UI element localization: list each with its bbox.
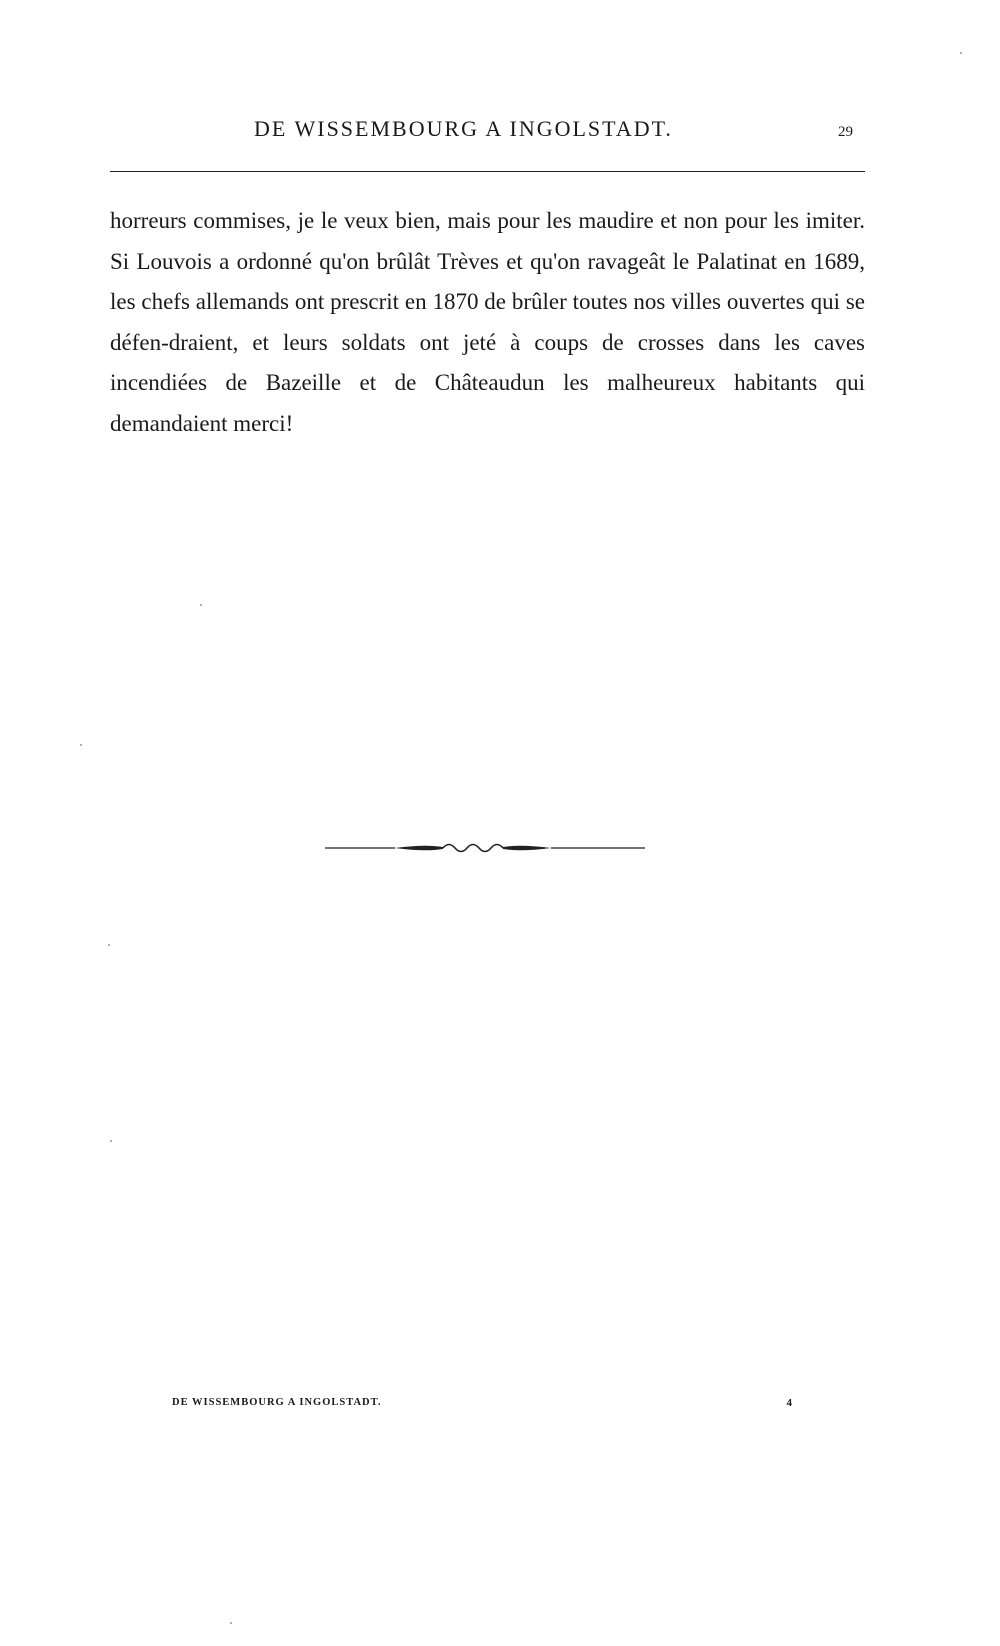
running-title: DE WISSEMBOURG A INGOLSTADT. [254,116,673,141]
signature-title: DE WISSEMBOURG A INGOLSTADT. [172,1397,382,1408]
paper-speck [200,604,202,606]
signature-number: 4 [786,1397,792,1409]
signature-line [172,1397,792,1413]
paper-speck [230,1622,232,1624]
paper-speck [80,744,82,746]
paper-speck [108,944,110,946]
running-head [110,112,865,152]
page-number: 29 [838,124,853,140]
ornament-divider [325,838,645,858]
body-paragraph: horreurs commises, je le veux bien, mais pour les maudire et non pour les imiter. Si Louvois a ordonné qu'on brûlât Trèves et qu'on ravageât le Palatinat en 1689, les chefs allemands ont prescrit en 1870 de brûler toutes nos villes ouvertes qui se défen-draient, et leurs soldats ont jeté à coups de crosses dans les caves incendiées de Bazeille et de Châteaudun les malheureux habitants qui demandaient merci! [110,208,865,436]
paper-speck [960,52,962,54]
paper-speck [110,1140,112,1142]
header-rule [110,171,865,172]
